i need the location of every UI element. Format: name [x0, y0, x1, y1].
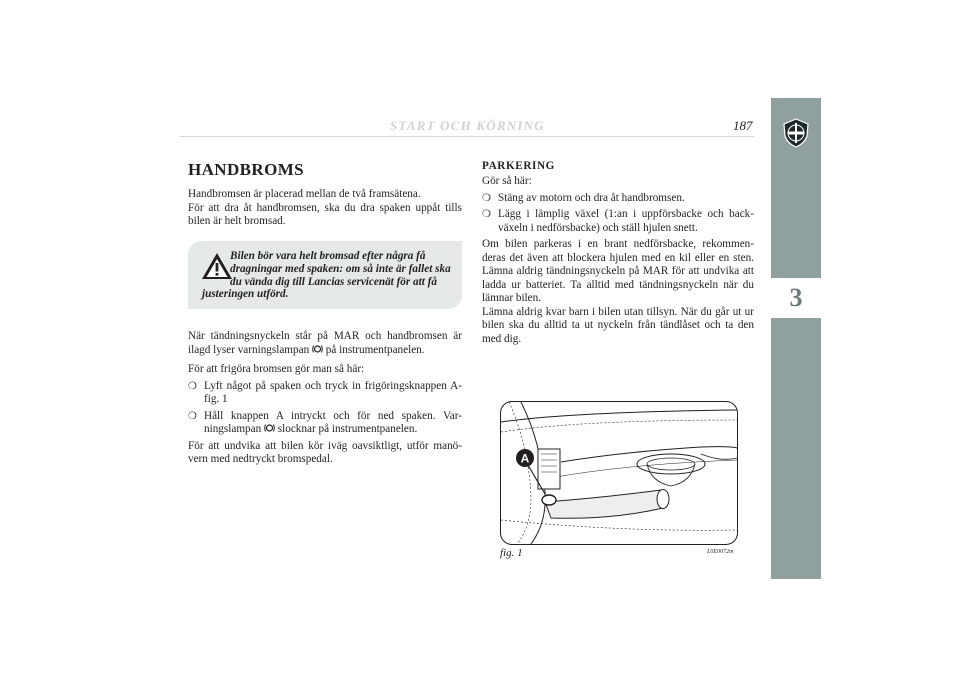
section-heading: HANDBROMS	[188, 160, 304, 179]
chapter-number: 3	[771, 278, 821, 318]
list-item: ❍ Lyft något på spaken och tryck in frigöringsknappen A-fig. 1	[188, 379, 462, 405]
header-title: START OCH KÖRNING	[390, 118, 545, 133]
list-item: ❍ Håll knappen A intryckt och för ned spaken. Var- ningslampan slocknar på instrumentpanelen.	[188, 409, 462, 435]
list-item: ❍ Stäng av motorn och dra åt handbromsen.	[482, 191, 685, 204]
bullet-icon: ❍	[482, 192, 491, 204]
bullet-icon: ❍	[188, 410, 197, 422]
callout-a-label: A	[520, 451, 530, 466]
page-number: 187	[733, 118, 753, 133]
paragraph-warning-lamp: När tändningsnyckeln står på MAR och handbromsen är ilagd lyser varningslampan på instrumentpanelen.	[188, 330, 462, 356]
bullet-icon: ❍	[188, 380, 197, 392]
intro-line-1: Handbromsen är placerad mellan de två framsätena.	[188, 188, 421, 200]
figure-caption: fig. 1	[500, 547, 523, 559]
parking-brake-lamp-icon	[312, 344, 323, 354]
warning-box	[188, 241, 462, 309]
parking-intro: Gör så här:	[482, 175, 532, 187]
left-column-lower	[188, 330, 462, 467]
bullet-icon: ❍	[482, 209, 491, 220]
right-column	[482, 160, 754, 346]
parking-brake-lamp-icon	[264, 423, 275, 433]
paragraph-release-note: För att undvika att bilen kör iväg oavsiktligt, utför manö- vern med nedtryckt bromspedal.	[188, 439, 462, 465]
lancia-logo-icon	[782, 118, 810, 148]
parking-paragraph-2: Lämna aldrig kvar barn i bilen utan tillsyn. När du går ut ur bilen ska du alltid ta ut nyckeln från tändlåset och ta den med dig.	[482, 305, 754, 345]
left-column	[188, 160, 462, 229]
parking-paragraph-1: Om bilen parkeras i en brant nedförsbacke, rekommen- deras det även att blockera hjulen med en kil eller en sten. Lämna aldrig tändningsnyckeln på MAR för att undvika att ladda ur batteriet. Ta alltid med tändningsnyckeln när du lämnar bilen.	[482, 238, 754, 304]
intro-line-2: För att dra åt handbromsen, ska du dra spaken uppåt tills bilen är helt bromsad.	[188, 201, 462, 227]
warning-text: Bilen bör vara helt bromsad efter några få dragningar med spaken: om så inte är fallet ska du vända dig till Lancias servicenät för att få justeringen utförd.	[202, 250, 451, 301]
paragraph-release-intro: För att frigöra bromsen gör man så här:	[188, 363, 365, 375]
chapter-sidebar	[771, 98, 821, 579]
handbrake-figure	[500, 401, 738, 545]
header-rule	[180, 136, 754, 137]
subheading-parkering: PARKERING	[482, 160, 555, 172]
handbrake-illustration	[501, 402, 737, 544]
figure-code: L0E0072m	[707, 549, 734, 555]
list-item: ❍ Lägg i lämplig växel (1:an i uppförsbacke och back- växeln i nedförsbacke) och ställ hjulen snett.	[482, 208, 754, 234]
